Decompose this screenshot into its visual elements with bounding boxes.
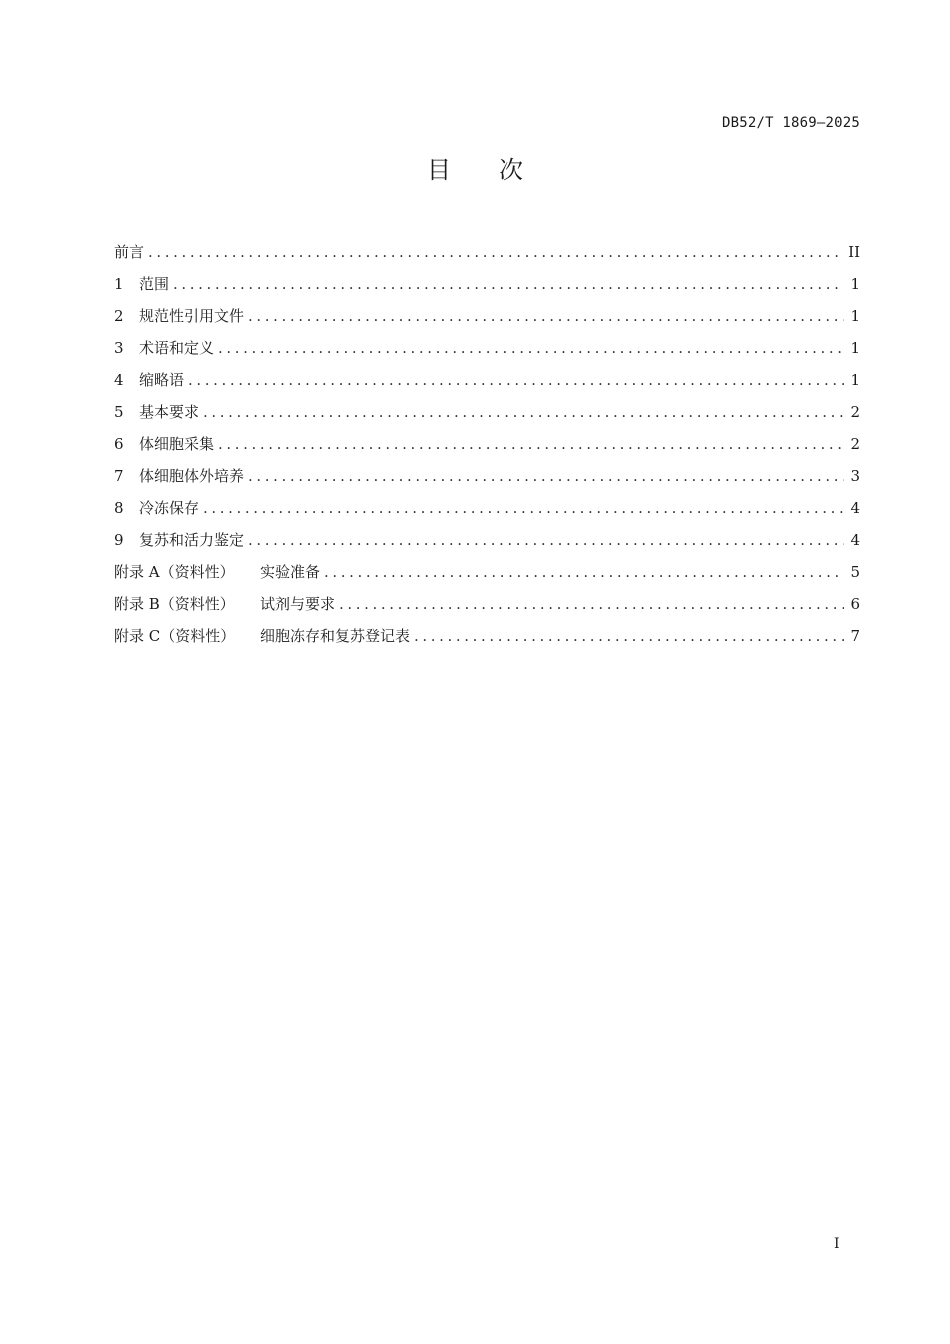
toc-leader-dots	[248, 300, 844, 332]
toc-entry-page: 3	[850, 467, 860, 485]
toc-leader-dots	[218, 428, 844, 460]
toc-leader-dots	[218, 332, 844, 364]
toc-entry-preface[interactable]	[114, 236, 860, 268]
toc-entry-label: 前言	[114, 243, 145, 261]
toc-entry-label: 体细胞采集	[139, 435, 215, 453]
toc-entry-page: 4	[850, 531, 860, 549]
toc-entry-label: 体细胞体外培养	[139, 467, 245, 485]
toc-leader-dots	[203, 396, 844, 428]
toc-entry-6[interactable]	[114, 428, 860, 460]
toc-entry-number: 2	[114, 307, 124, 325]
toc-entry-label: 基本要求	[139, 403, 200, 421]
toc-appendix-prefix: 附录 A（资料性）	[114, 563, 235, 581]
toc-entry-3[interactable]	[114, 332, 860, 364]
toc-entry-label: 复苏和活力鉴定	[139, 531, 245, 549]
page-number: I	[834, 1236, 840, 1252]
toc-entry-label: 缩略语	[139, 371, 185, 389]
toc-entry-page: 4	[850, 499, 860, 517]
toc-appendix-prefix: 附录 B（资料性）	[114, 595, 235, 613]
toc-entry-label: 试剂与要求	[260, 595, 336, 613]
toc-leader-dots	[248, 524, 844, 556]
toc-entry-appendix-b[interactable]	[114, 588, 860, 620]
toc-entry-page: 1	[850, 371, 860, 389]
toc-leader-dots	[339, 588, 844, 620]
toc-entry-page: 7	[850, 627, 860, 645]
toc-entry-5[interactable]	[114, 396, 860, 428]
toc-entry-number: 6	[114, 435, 124, 453]
toc-entry-number: 8	[114, 499, 124, 517]
toc-entry-label: 术语和定义	[139, 339, 215, 357]
toc-leader-dots	[188, 364, 844, 396]
document-code: DB52/T 1869—2025	[721, 115, 860, 131]
toc-entry-number: 4	[114, 371, 124, 389]
toc-entry-number: 1	[114, 275, 124, 293]
toc-entry-page: 2	[850, 403, 860, 421]
toc-entry-8[interactable]	[114, 492, 860, 524]
toc-entry-appendix-c[interactable]	[114, 620, 860, 652]
toc-leader-dots	[203, 492, 844, 524]
toc-entry-page: 1	[850, 307, 860, 325]
toc-entry-number: 5	[114, 403, 124, 421]
toc-entry-9[interactable]	[114, 524, 860, 556]
toc-entry-page: 5	[850, 563, 860, 581]
toc-entry-page: 1	[850, 275, 860, 293]
toc-entry-page: II	[848, 243, 860, 261]
toc-entry-label: 范围	[139, 275, 170, 293]
page-title: 目次	[427, 156, 571, 184]
table-of-contents	[114, 236, 860, 652]
toc-entry-label: 实验准备	[260, 563, 321, 581]
toc-entry-page: 1	[850, 339, 860, 357]
toc-entry-4[interactable]	[114, 364, 860, 396]
toc-appendix-prefix: 附录 C（资料性）	[114, 627, 236, 645]
toc-entry-1[interactable]	[114, 268, 860, 300]
toc-leader-dots	[414, 620, 844, 652]
toc-entry-label: 细胞冻存和复苏登记表	[260, 627, 411, 645]
toc-leader-dots	[248, 460, 844, 492]
toc-entry-label: 规范性引用文件	[139, 307, 245, 325]
toc-entry-page: 6	[850, 595, 860, 613]
toc-entry-appendix-a[interactable]	[114, 556, 860, 588]
toc-leader-dots	[148, 236, 842, 268]
toc-entry-7[interactable]	[114, 460, 860, 492]
toc-entry-number: 7	[114, 467, 124, 485]
toc-entry-number: 9	[114, 531, 124, 549]
toc-leader-dots	[173, 268, 844, 300]
toc-entry-page: 2	[850, 435, 860, 453]
toc-leader-dots	[324, 556, 844, 588]
toc-entry-label: 冷冻保存	[139, 499, 200, 517]
toc-entry-number: 3	[114, 339, 124, 357]
toc-entry-2[interactable]	[114, 300, 860, 332]
